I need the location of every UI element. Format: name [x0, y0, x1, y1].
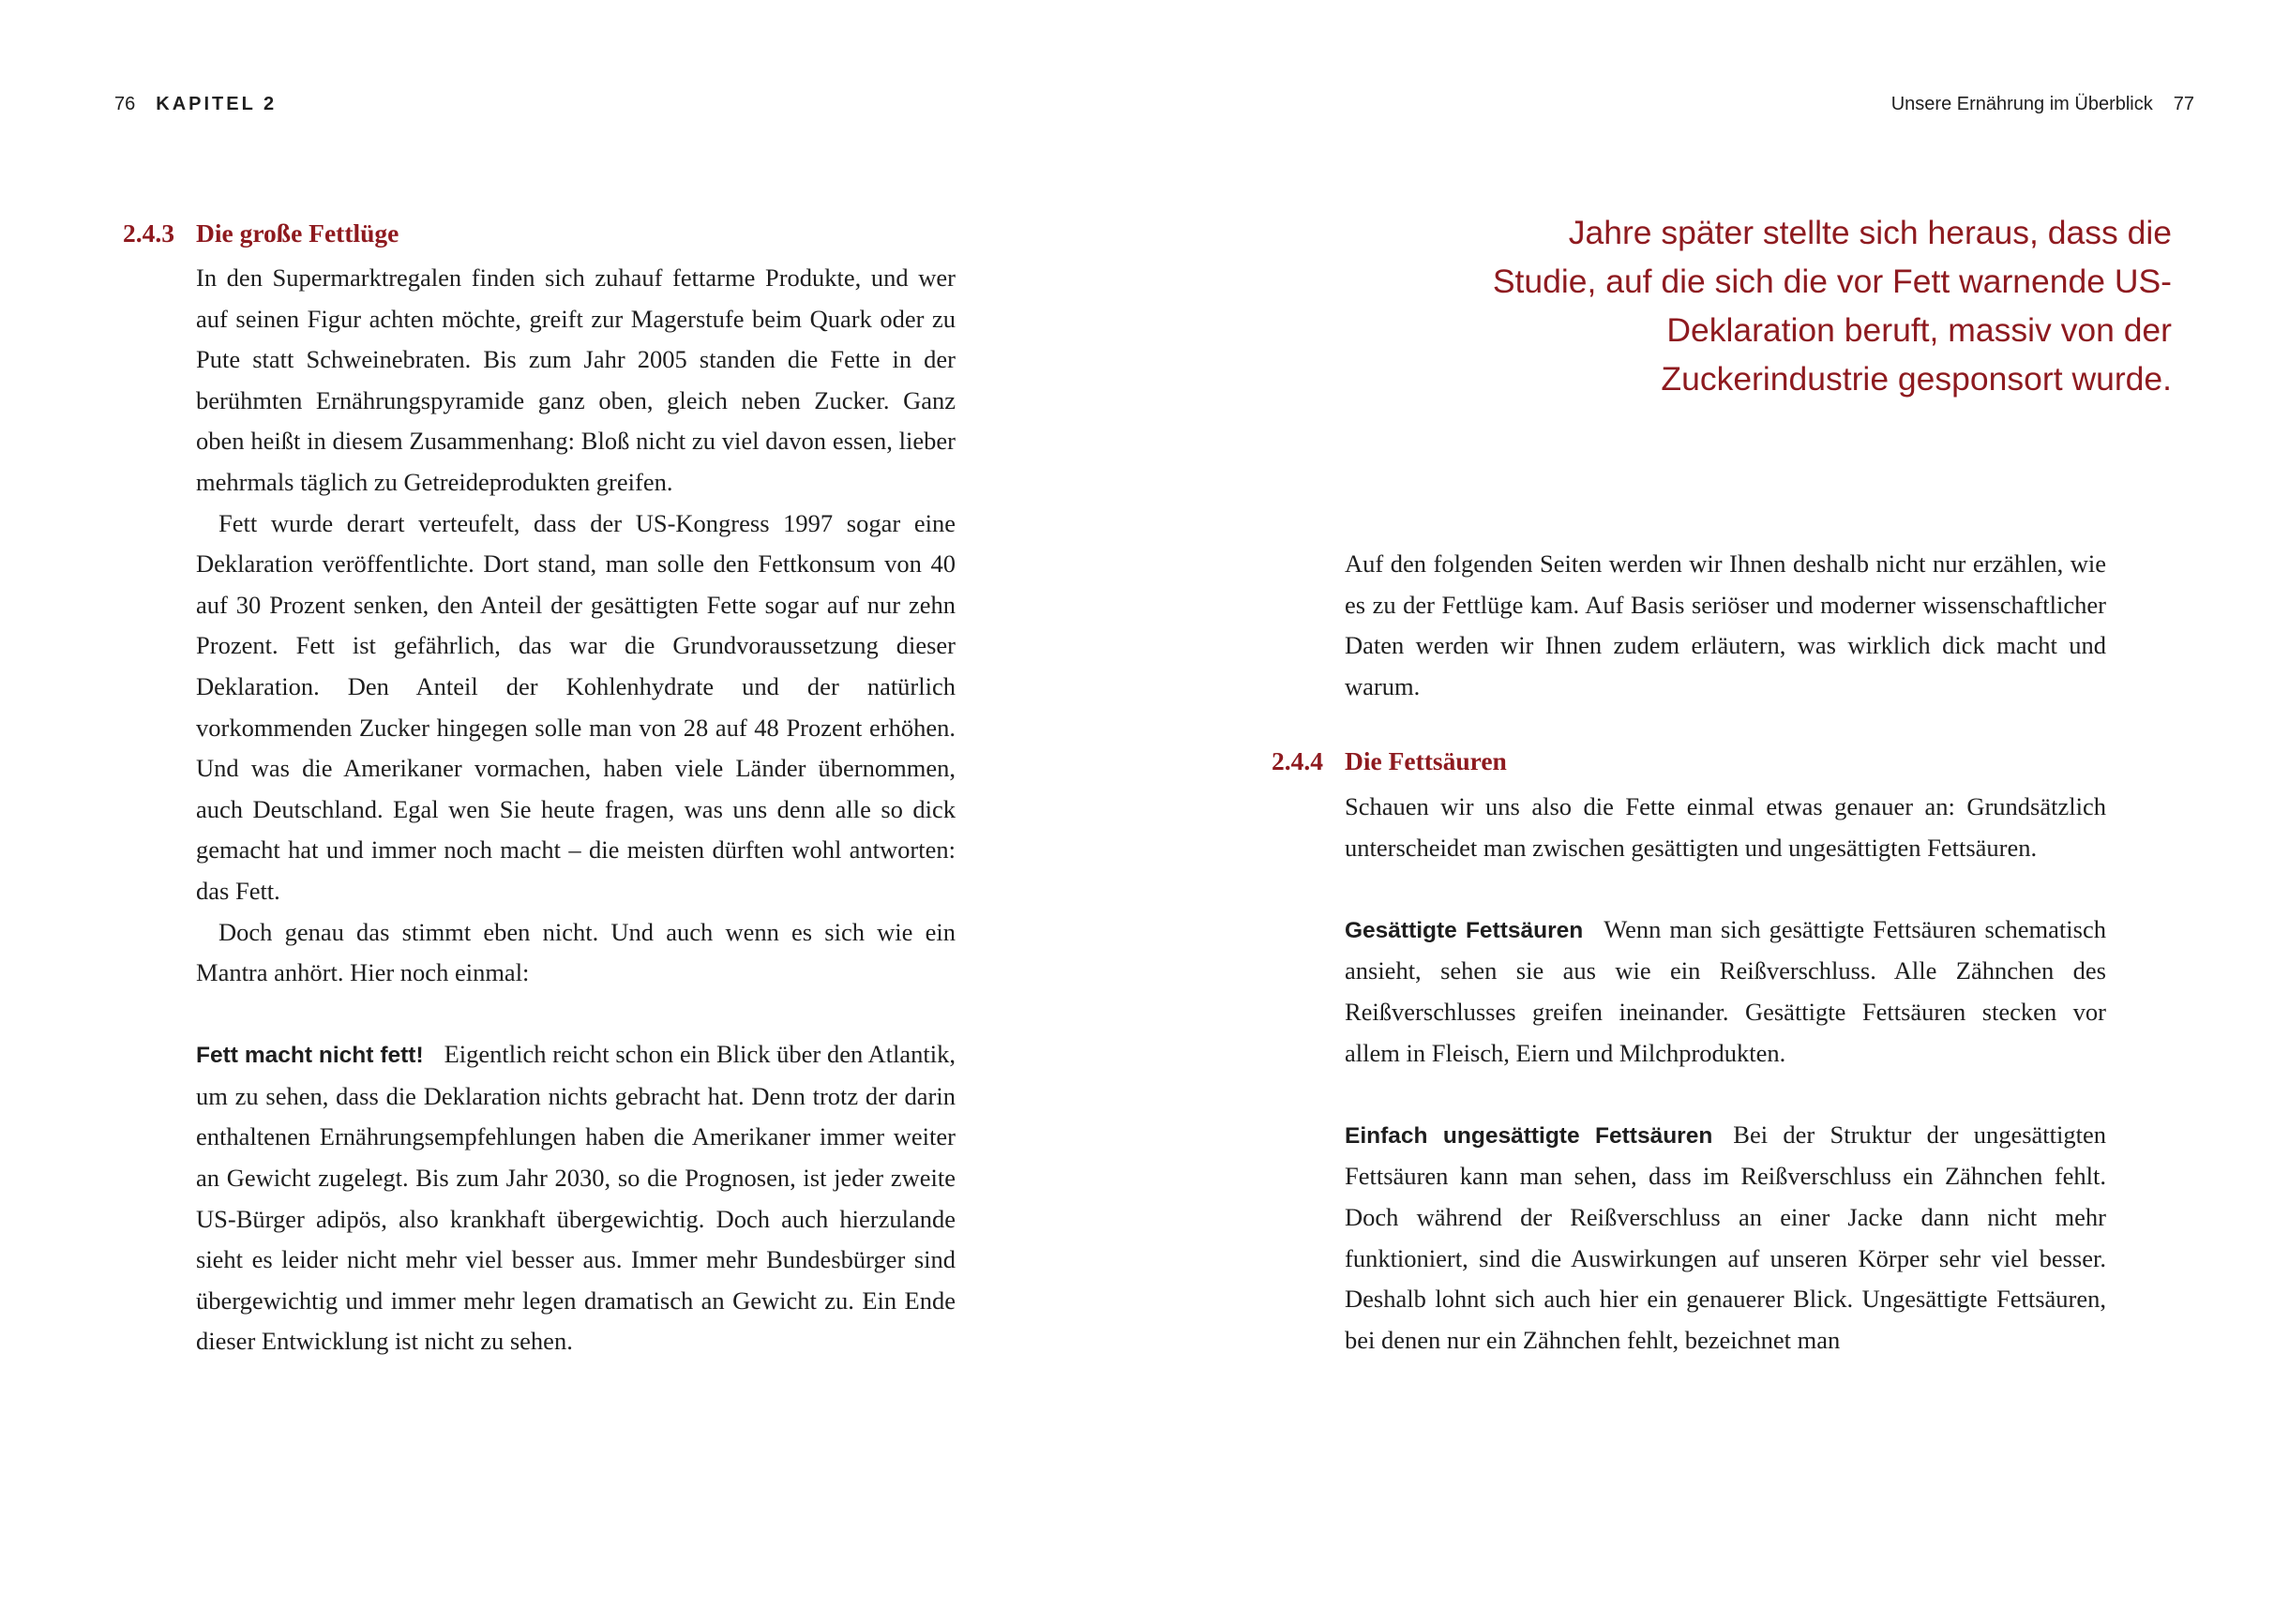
running-title: Unsere Ernährung im Überblick — [1890, 94, 2153, 114]
paragraph: Schauen wir uns also die Fette einmal etwas genauer an: Grundsätzlich unterscheidet man zwischen gesättigten und ungesättigten Fettsäuren. — [1345, 792, 2106, 862]
left-body-text — [196, 258, 956, 1362]
section-title: Die Fettsäuren — [1345, 746, 1507, 775]
runin-text: Eigentlich reicht schon ein Blick über den Atlantik, um zu sehen, dass die Deklaration nichts gebracht hat. Denn trotz der darin enthaltenen Ernährungsempfehlungen haben die Amerikaner immer weiter an Gewicht zugelegt. Bis zum Jahr 2030, so die Prognosen, ist jeder zweite US-Bürger adipös, also krankhaft übergewichtig. Doch auch hierzulande sieht es leider nicht mehr viel besser aus. Immer mehr Bundesbürger sind übergewichtig und immer mehr legen dramatisch an Gewicht zu. Ein Ende dieser Entwicklung ist nicht zu sehen. — [196, 1040, 956, 1356]
runin-heading: Gesättigte Fettsäuren — [1345, 917, 1584, 943]
right-body-text — [1345, 787, 2106, 1361]
page-number-left: 76 — [114, 94, 136, 114]
paragraph: In den Supermarktregalen finden sich zuhauf fettarme Produkte, und wer auf seinen Figur achten möchte, greift zur Magerstufe beim Quark oder zu Pute statt Schweinebraten. Bis zum Jahr 2005 standen die Fette in der berühmten Ernährungspyramide ganz oben, gleich neben Zucker. Ganz oben heißt in diesem Zusammenhang: Bloß nicht zu viel davon essen, lieber mehrmals täglich zu Getreideprodukten greifen. — [196, 263, 956, 496]
running-head-left — [114, 94, 277, 115]
runin-text: Bei der Struktur der ungesättigten Fettsäuren kann man sehen, dass im Reißverschluss ein Zähnchen fehlt. Doch während der Reißverschluss an einer Jacke dann nicht mehr funktioniert, sind die Auswirkungen auf unseren Körper sehr viel besser. Deshalb lohnt sich auch hier ein genauerer Blick. Ungesättigte Fettsäuren, bei denen nur ein Zähnchen fehlt, bezeichnet man — [1345, 1120, 2106, 1354]
section-heading-2-4-4 — [1272, 746, 1507, 776]
section-heading-2-4-3 — [123, 218, 399, 248]
page-number-right: 77 — [2173, 94, 2194, 114]
runin-paragraph — [1345, 910, 2106, 1074]
runin-paragraph — [196, 1034, 956, 1362]
runin-heading: Einfach ungesättigte Fettsäuren — [1345, 1122, 1713, 1149]
section-number: 2.4.3 — [123, 218, 174, 248]
paragraph: Doch genau das stimmt eben nicht. Und auch wenn es sich wie ein Mantra anhört. Hier noch einmal: — [196, 917, 956, 987]
pull-quote: Jahre später stellte sich heraus, dass die Studie, auf die sich die vor Fett warnende US-Deklaration beruft, massiv von der Zuckerindustrie gesponsort wurde. — [1492, 214, 2172, 398]
section-number: 2.4.4 — [1272, 746, 1323, 775]
running-head-right — [1891, 94, 2194, 115]
right-intro-text — [1345, 544, 2106, 707]
paragraph: Fett wurde derart verteufelt, dass der US-Kongress 1997 sogar eine Deklaration veröffentlichte. Dort stand, man solle den Fettkonsum von 40 auf 30 Prozent senken, den Anteil der gesättigten Fette sogar auf nur zehn Prozent. Fett ist gefährlich, das war die Grundvoraussetzung dieser Deklaration. Den Anteil der Kohlenhydrate und der natürlich vorkommenden Zucker hingegen solle man von 28 auf 48 Prozent erhöhen. Und was die Amerikaner vormachen, haben viele Länder übernommen, auch Deutschland. Egal wen Sie heute fragen, was uns denn alle so dick gemacht hat und immer noch macht – die meisten dürften wohl antworten: das Fett. — [196, 508, 956, 905]
section-title: Die große Fettlüge — [196, 218, 399, 248]
runin-text: Wenn man sich gesättigte Fettsäuren schematisch ansieht, sehen sie aus wie ein Reißverschluss. Alle Zähnchen des Reißverschlusses greifen ineinander. Gesättigte Fettsäuren stecken vor allem in Fleisch, Eiern und Milchprodukten. — [1345, 914, 2106, 1067]
chapter-label: KAPITEL 2 — [156, 94, 278, 114]
runin-paragraph — [1345, 1115, 2106, 1361]
runin-heading: Fett macht nicht fett! — [196, 1043, 424, 1069]
paragraph: Auf den folgenden Seiten werden wir Ihnen deshalb nicht nur erzählen, wie es zu der Fettlüge kam. Auf Basis seriöser und moderner wissenschaftlicher Daten werden wir Ihnen zudem erläutern, was wirklich dick macht und warum. — [1345, 549, 2106, 700]
